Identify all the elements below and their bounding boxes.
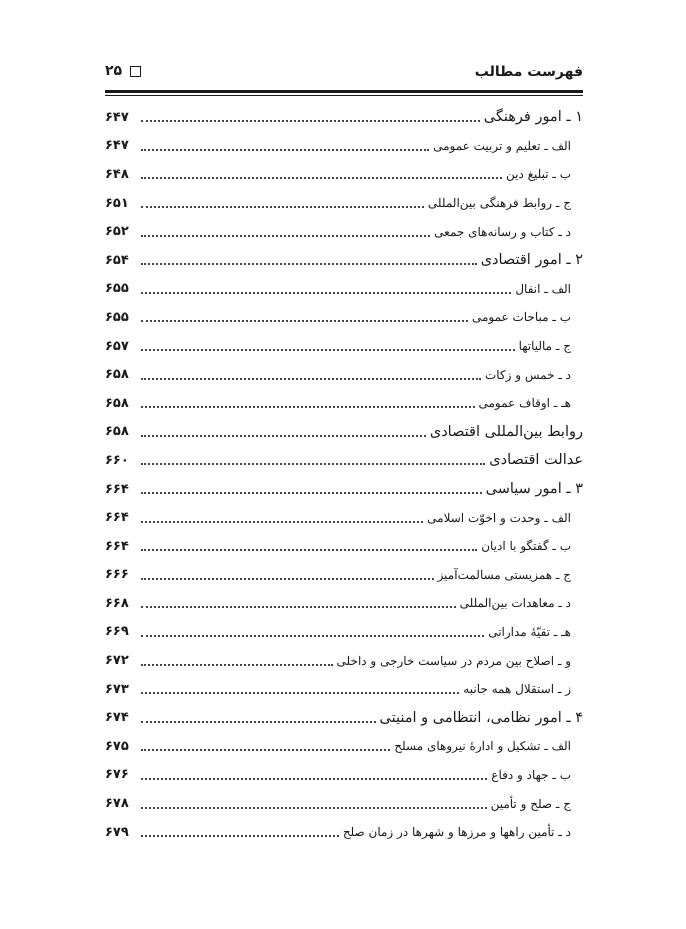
toc-entry-title: د ـ تأمین راهها و مرزها و شهرها در زمان صلح	[342, 825, 571, 840]
toc-leader-dots	[141, 664, 333, 666]
toc-entry-title: ز ـ استقلال همه جانبه	[463, 682, 571, 697]
toc-entry-page: ۶۷۹	[105, 824, 129, 840]
toc-leader-dots	[141, 320, 468, 322]
toc-leader-dots	[141, 435, 426, 437]
toc-entry-page: ۶۶۴	[105, 538, 129, 554]
toc-entry	[105, 475, 583, 504]
toc-leader-dots	[141, 463, 485, 465]
toc-entry	[105, 332, 583, 361]
toc-entry	[105, 303, 583, 332]
toc-entry-page: ۶۵۱	[105, 195, 129, 211]
toc-entry	[105, 217, 583, 246]
toc-entry-page: ۶۷۲	[105, 653, 129, 669]
toc-entry-page: ۶۶۴	[105, 510, 129, 526]
toc-entry-page: ۶۵۸	[105, 424, 129, 440]
toc-entry-title: ج ـ مالیاتها	[518, 339, 571, 354]
toc-leader-dots	[141, 807, 487, 809]
toc-leader-dots	[141, 749, 390, 751]
toc-entry	[105, 589, 583, 618]
toc-entry-title: ج ـ صلح و تأمین	[490, 796, 571, 811]
page-header	[105, 62, 583, 88]
toc-leader-dots	[141, 549, 477, 551]
toc-entry-page: ۶۷۶	[105, 767, 129, 783]
toc-entry-page: ۶۴۸	[105, 166, 129, 182]
toc-entry	[105, 532, 583, 561]
toc-leader-dots	[141, 406, 475, 408]
toc-entry-page: ۶۷۳	[105, 681, 129, 697]
toc-entry	[105, 446, 583, 475]
toc-entry-page: ۶۵۸	[105, 395, 129, 411]
toc-entry-title: ۲ ـ امور اقتصادی	[480, 252, 583, 269]
toc-leader-dots	[141, 635, 484, 637]
toc-entry	[105, 360, 583, 389]
toc-entry-title: روابط بین‌المللی اقتصادی	[429, 423, 583, 440]
toc-leader-dots	[141, 235, 430, 237]
toc-entry-page: ۶۷۵	[105, 738, 129, 754]
toc-entry-page: ۶۷۸	[105, 796, 129, 812]
toc-leader-dots	[141, 835, 339, 837]
toc-entry	[105, 132, 583, 161]
toc-entry-title: الف ـ وحدت و اخوّت اسلامی	[427, 510, 571, 525]
toc-entry	[105, 103, 583, 132]
toc-entry	[105, 189, 583, 218]
toc-leader-dots	[141, 349, 515, 351]
toc-entry-page: ۶۵۲	[105, 224, 129, 240]
toc-leader-dots	[141, 606, 456, 608]
toc-entry-page: ۶۴۷	[105, 109, 129, 125]
toc-entry	[105, 561, 583, 590]
toc-entry-title: ب ـ مباحات عمومی	[471, 310, 571, 325]
table-of-contents	[105, 103, 583, 846]
toc-leader-dots	[141, 778, 487, 780]
toc-entry-title: الف ـ تشکیل و ادارهٔ نیروهای مسلح	[394, 739, 571, 754]
toc-entry-title: ب ـ تبلیغ دین	[505, 167, 571, 182]
toc-entry-page: ۶۶۹	[105, 624, 129, 640]
toc-entry	[105, 389, 583, 418]
toc-entry	[105, 160, 583, 189]
toc-entry	[105, 789, 583, 818]
toc-leader-dots	[141, 292, 511, 294]
toc-entry	[105, 246, 583, 275]
toc-entry-page: ۶۶۶	[105, 567, 129, 583]
toc-entry-page: ۶۵۴	[105, 252, 129, 268]
toc-entry-title: د ـ خمس و زکات	[484, 367, 571, 382]
toc-entry	[105, 732, 583, 761]
toc-leader-dots	[141, 492, 482, 494]
toc-leader-dots	[141, 149, 429, 151]
toc-entry	[105, 818, 583, 847]
header-page-marker	[105, 63, 141, 79]
toc-entry-title: ۱ ـ امور فرهنگی	[483, 109, 583, 126]
toc-entry-title: و ـ اصلاح بین مردم در سیاست خارجی و داخلی	[336, 653, 571, 668]
toc-entry-page: ۶۶۴	[105, 481, 129, 497]
toc-entry-page: ۶۶۸	[105, 595, 129, 611]
toc-leader-dots	[141, 177, 502, 179]
toc-leader-dots	[141, 521, 423, 523]
toc-leader-dots	[141, 120, 480, 122]
toc-entry	[105, 646, 583, 675]
header-title: فهرست مطالب	[474, 64, 583, 80]
toc-entry-page: ۶۷۴	[105, 710, 129, 726]
toc-leader-dots	[141, 206, 424, 208]
toc-entry-page: ۶۵۵	[105, 281, 129, 297]
toc-entry-title: ج ـ روابط فرهنگی بین‌المللی	[427, 196, 571, 211]
toc-entry-title: ج ـ همزیستی مسالمت‌آمیز	[437, 567, 571, 582]
toc-leader-dots	[141, 721, 376, 723]
toc-entry	[105, 275, 583, 304]
toc-entry-page: ۶۶۰	[105, 452, 129, 468]
toc-entry	[105, 503, 583, 532]
toc-entry-page: ۶۵۵	[105, 309, 129, 325]
toc-entry-title: ب ـ جهاد و دفاع	[491, 767, 571, 782]
toc-entry	[105, 618, 583, 647]
toc-entry-title: د ـ معاهدات بین‌المللی	[459, 596, 571, 611]
toc-entry-title: ۳ ـ امور سیاسی	[485, 481, 583, 498]
toc-entry-page: ۶۵۷	[105, 338, 129, 354]
toc-leader-dots	[141, 263, 477, 265]
toc-entry-page: ۶۴۷	[105, 138, 129, 154]
toc-entry-title: د ـ کتاب و رسانه‌های جمعی	[434, 224, 571, 239]
toc-leader-dots	[141, 578, 434, 580]
square-icon	[130, 66, 141, 77]
toc-entry-title: هـ ـ تقیّهٔ مداراتی	[488, 624, 571, 639]
toc-entry-page: ۶۵۸	[105, 367, 129, 383]
header-rule	[105, 90, 583, 96]
toc-entry-title: الف ـ انفال	[515, 281, 571, 296]
toc-entry	[105, 761, 583, 790]
toc-entry-title: ۴ ـ امور نظامی، انتظامی و امنیتی	[379, 709, 583, 726]
header-page-number: ۲۵	[105, 63, 123, 79]
toc-entry	[105, 703, 583, 732]
toc-entry-title: هـ ـ اوقاف عمومی	[478, 396, 571, 411]
toc-leader-dots	[141, 692, 459, 694]
toc-entry-title: الف ـ تعلیم و تربیت عمومی	[433, 138, 571, 153]
toc-entry-title: عدالت اقتصادی	[489, 452, 583, 469]
toc-entry	[105, 418, 583, 447]
toc-entry	[105, 675, 583, 704]
toc-leader-dots	[141, 378, 481, 380]
toc-entry-title: ب ـ گفتگو با ادیان	[481, 539, 571, 554]
